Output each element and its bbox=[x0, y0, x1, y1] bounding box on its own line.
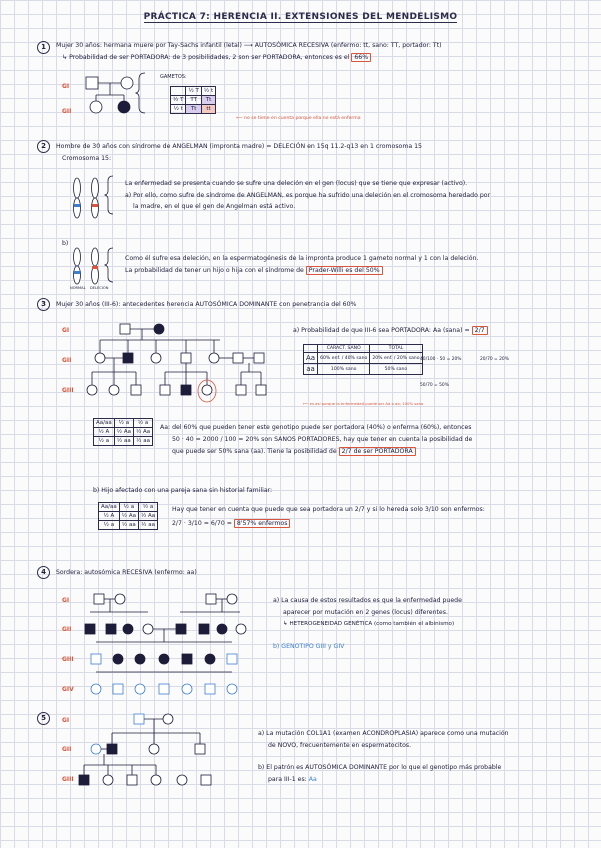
s1-pedigree bbox=[86, 73, 145, 113]
s3-gen-2: GII bbox=[62, 357, 72, 364]
section-number-1: 1 bbox=[37, 41, 50, 54]
s3-table-note: ⟵ es así porque la enfermedad puede ser Aa o aa; 100% sano bbox=[303, 401, 424, 406]
s5-gen-1: GI bbox=[62, 717, 70, 724]
s3-punnett-a: Aa/aa ½ a ½ a ½ A ½ Aa ½ Aa ½ a ½ aa ½ aa bbox=[93, 418, 153, 446]
s1-punnett-title: GAMETOS: bbox=[160, 74, 187, 80]
s3-b-answer: 8'57% enfermos bbox=[234, 519, 291, 528]
section-number-3: 3 bbox=[37, 298, 50, 311]
section-number-2: 2 bbox=[37, 140, 50, 153]
s4-a-text2: aparecer por mutación en 2 genes (locus) diferentes. bbox=[283, 609, 448, 616]
s1-gen-1: GI bbox=[62, 83, 70, 90]
s3-b-explain: Hay que tener en cuenta que puede que sea portadora un 2/7 y si lo hereda solo 3/10 son enfermos: bbox=[172, 506, 485, 513]
s1-punnett-table: ½ T ½ t ½ T TT Tt ½ t Tt tt bbox=[170, 86, 216, 114]
s3-b-calc: 2/7 · 3/10 = 6/70 = 8'57% enfermos bbox=[172, 520, 290, 528]
s4-gen-2: GII bbox=[62, 626, 72, 633]
s4-line1: Sordera: autosómica RECESIVA (enfermo: aa) bbox=[56, 569, 197, 576]
s5-b-answer: Aa bbox=[308, 776, 317, 783]
s5-gen-2: GII bbox=[62, 746, 72, 753]
s2-line2: Cromosoma 15: bbox=[62, 155, 112, 162]
s4-gen-3: GIII bbox=[62, 656, 74, 663]
s4-b-text: b) GENOTIPO GIII y GIV bbox=[273, 643, 345, 650]
s5-pedigree bbox=[79, 714, 211, 785]
s2-b-answer: Prader-Willi es del 50% bbox=[306, 266, 383, 275]
s3-line1: Mujer 30 años (III-6): antecedentes herencia AUTOSÓMICA DOMINANTE con penetrancia del 60% bbox=[56, 301, 357, 308]
s2-b-text1: Como él sufre esa deleción, en la espermatogénesis de la impronta produce 1 gameto normal y 1 con la deleción. bbox=[125, 255, 479, 262]
s2-line1: Hombre de 30 años con síndrome de ANGELMAN (impronta madre) = DELECIÓN en 15q 11.2-q13 en 1 cromosoma 15 bbox=[56, 143, 422, 150]
s2-b-label: b) bbox=[62, 240, 69, 247]
s3-punnett-b: Aa/aa ½ a ½ a ½ A ½ Aa ½ Aa ½ a ½ aa ½ aa bbox=[98, 502, 158, 530]
s4-gen-1: GI bbox=[62, 597, 70, 604]
s4-pedigree bbox=[85, 594, 246, 694]
s1-line2: ↳ Probabilidad de ser PORTADORA: de 3 posibilidades, 2 son ser PORTADORA, entonces es el 66% bbox=[62, 54, 371, 62]
s4-gen-4: GIV bbox=[62, 686, 74, 693]
s2-chromosomes bbox=[74, 176, 114, 284]
s1-gen-2: GII bbox=[62, 108, 72, 115]
s3-frac-2: 20/70 = 20% bbox=[480, 357, 509, 362]
s3-pedigree bbox=[87, 324, 266, 402]
s5-a-text2: de NOVO, frecuentemente en espermatocitos. bbox=[268, 742, 412, 749]
s5-gen-3: GIII bbox=[62, 776, 74, 783]
s3-gen-3: GIII bbox=[62, 387, 74, 394]
s3-a-answer: 2/7 bbox=[472, 326, 488, 335]
section-number-5: 5 bbox=[37, 712, 50, 725]
s1-answer: 66% bbox=[351, 53, 371, 62]
s2-b-text2: La probabilidad de tener un hijo o hija con el síndrome de Prader-Willi es del 50% bbox=[125, 267, 383, 275]
s3-explain-3: que puede ser 50% sana (aa). Tiene la posibilidad de 2/7 de ser PORTADORA bbox=[172, 448, 416, 456]
s3-explain-answer: 2/7 de ser PORTADORA bbox=[339, 447, 416, 456]
s5-b-text2: para III-1 es: Aa bbox=[268, 776, 317, 783]
page-title: PRÁCTICA 7: HERENCIA II. EXTENSIONES DEL MENDELISMO bbox=[143, 12, 458, 22]
s3-explain-1: Aa: del 60% que pueden tener este genotipo puede ser portadora (40%) o enferma (60%), entonces bbox=[160, 424, 472, 431]
s3-frac-3: 50/70 = 50% bbox=[420, 383, 449, 388]
s3-probability-table: CARACT. SANO TOTAL Aa 60% enf. / 40% sano 20% enf. / 20% sano aa 100% sano 50% sano bbox=[303, 344, 423, 375]
s2-a-text3: la madre, en el que el gen de Angelman está activo. bbox=[133, 203, 296, 210]
s3-gen-1: GI bbox=[62, 327, 70, 334]
s2-a-text2: a) Por ello, como sufre de síndrome de ANGELMAN, es porque ha sufrido una deleción en el cromosoma heredado por bbox=[125, 192, 491, 199]
s1-note: ⟵ no se tiene en cuenta porque ella no está enferma bbox=[236, 116, 361, 121]
s1-line1: Mujer 30 años: hermana muere por Tay-Sachs infantil (letal) ⟶ AUTOSÓMICA RECESIVA (enfermo: tt, sano: TT, portador: Tt) bbox=[56, 42, 442, 49]
s2-a-text1: La enfermedad se presenta cuando se sufre una deleción en el gen (locus) que se tiene que expresar (activo). bbox=[125, 180, 468, 187]
s3-a-text: a) Probabilidad de que III-6 sea PORTADORA: Aa (sana) = 2/7 bbox=[293, 327, 488, 335]
s5-b-text1: b) El patrón es AUTOSÓMICA DOMINANTE por lo que el genotipo más probable bbox=[258, 764, 502, 771]
s3-explain-2: 50 · 40 = 2000 / 100 = 20% son SANOS PORTADORES, hay que tener en cuenta la posibilidad de bbox=[172, 436, 473, 443]
chromosome-label-deletion: DELECIÓN bbox=[90, 286, 109, 290]
s3-frac-1: 40/100 · 50 = 20% bbox=[420, 357, 462, 362]
chromosome-label-normal: NORMAL bbox=[70, 286, 86, 290]
s3-b-text: b) Hijo afectado con una pareja sana sin historial familiar: bbox=[93, 487, 273, 494]
s5-a-text1: a) La mutación COL1A1 (examen ACONDROPLASIA) aparece como una mutación bbox=[258, 730, 509, 737]
section-number-4: 4 bbox=[37, 566, 50, 579]
s4-a-text3: ↳ HETEROGENEIDAD GENÉTICA (como también el albinismo) bbox=[283, 621, 455, 627]
s4-a-text1: a) La causa de estos resultados es que la enfermedad puede bbox=[273, 597, 462, 604]
